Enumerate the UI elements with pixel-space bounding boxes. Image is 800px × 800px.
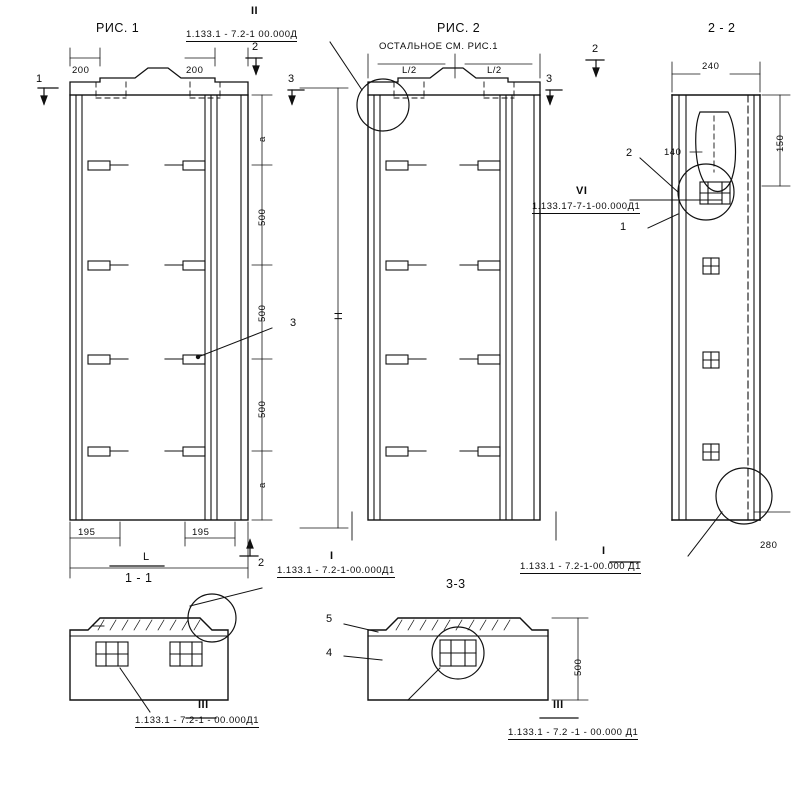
mark-2-fig2: 2 (592, 43, 599, 55)
section-1-1-title: 1 - 1 (125, 571, 153, 585)
dim-500-2: 500 (257, 304, 268, 322)
dim-500-3: 500 (257, 400, 268, 418)
section-3-3-title: 3-3 (446, 577, 466, 591)
dim-a-bottom: a (257, 482, 268, 488)
dim-280: 280 (760, 540, 778, 551)
figure-1-title: РИС. 1 (96, 21, 140, 35)
dim-195-left: 195 (78, 527, 96, 538)
dim-200-left: 200 (72, 65, 90, 76)
detail-mark-I-right: I (602, 545, 606, 557)
mark-3-fig1-top: 3 (288, 73, 295, 85)
mark-2-section: 2 (626, 147, 633, 159)
mark-3-fig2: 3 (546, 73, 553, 85)
dim-H: H (333, 311, 345, 320)
mark-3: 3 (290, 317, 297, 329)
dim-195-right: 195 (192, 527, 210, 538)
callout-top: 1.133.1 - 7.2-1 00.000Д (186, 29, 298, 40)
mark-2-fig1-top: 2 (252, 41, 259, 53)
dim-L-half-right: L/2 (487, 65, 502, 76)
dim-200-right: 200 (186, 65, 204, 76)
dim-140: 140 (664, 147, 682, 158)
mark-1-fig1: 1 (36, 73, 43, 85)
detail-mark-III-left: III (198, 699, 209, 711)
detail-mark-VI: VI (576, 185, 588, 197)
callout-bottom-right: 1.133.1 - 7.2 -1 - 00.000 Д1 (508, 727, 639, 738)
callout-detail-i-right: 1.133.1 - 7.2-1-00.000 Д1 (520, 561, 641, 572)
section-2-2-title: 2 - 2 (708, 21, 736, 35)
dim-500-1: 500 (257, 208, 268, 226)
dim-L-half-left: L/2 (402, 65, 417, 76)
detail-mark-III-right: III (553, 699, 564, 711)
dim-500-section: 500 (573, 658, 584, 676)
figure-2-title: РИС. 2 (437, 21, 481, 35)
mark-1-section: 1 (620, 221, 627, 233)
mark-4: 4 (326, 647, 333, 659)
callout-bottom-left: 1.133.1 - 7.2-1 - 00.000Д1 (135, 715, 260, 726)
dim-a-top: a (257, 136, 268, 142)
detail-mark-I-bottom: I (330, 550, 334, 562)
callout-detail-vi: 1.133.17-7-1-00.000Д1 (532, 201, 641, 212)
general-note: ОСТАЛЬНОЕ СМ. РИС.1 (379, 41, 499, 52)
callout-section-1-1: 1.133.1 - 7.2-1-00.000Д1 (277, 565, 395, 576)
dim-150: 150 (775, 134, 786, 152)
mark-2-fig1-bottom: 2 (258, 557, 265, 569)
dim-L: L (143, 551, 150, 563)
dim-240: 240 (702, 61, 720, 72)
detail-mark-II: II (251, 5, 259, 17)
mark-5: 5 (326, 613, 333, 625)
